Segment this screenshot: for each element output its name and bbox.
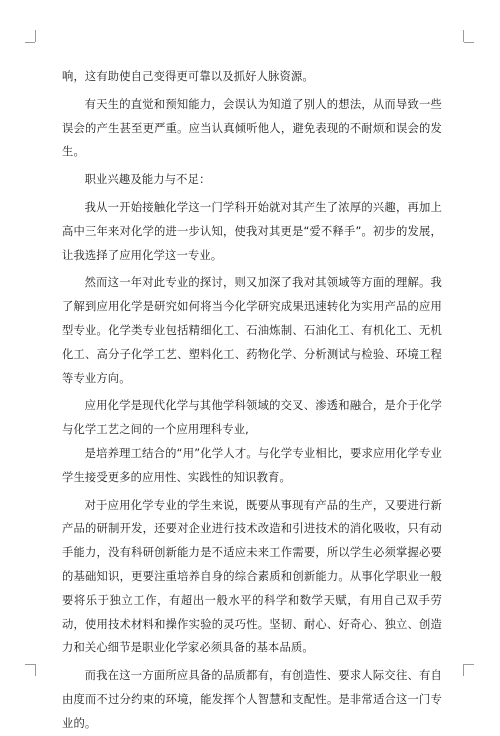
section-heading-interest: 职业兴趣及能力与不足： <box>84 173 211 187</box>
paragraph-student-requirements: 对于应用化学专业的学生来说，既要从事现有产品的生产，又要进行新产品的研制开发，还要对企业进行技术改造和引进技术的消化吸收，只有动手能力，没有科研创新能力是不适应未来工作需要，所以学生必须掌握必要的基础知识，更要注重培养自身的综合素质和创新能力。从事化学职业一般要将乐于独立工作，有超出一般水平的科学和数学天赋，有用自己双手劳动，使用技术材料和操作实验的灵巧性。坚韧、耐心、好奇心、独立、创造力和关心细节是职业化学家必须具备的基本品质。 <box>62 498 442 655</box>
document-body <box>62 65 442 736</box>
paragraph-major-understanding: 然而这一年对此专业的探讨，则又加深了我对其领域等方面的理解。我了解到应用化学是研究如何将当今化学研究成果迅速转化为实用产品的应用型专业。化学类专业包括精细化工、石油炼制、石油化工、有机化工、无机化工、高分子化学工艺、塑料化工、药物化学、分析测试与检验、环境工程等专业方向。 <box>62 276 442 385</box>
paragraph-talent-cultivation: 是培养理工结合的“用”化学人才。与化学专业相比，要求应用化学专业学生接受更多的应用性、实践性的知识教育。 <box>62 446 442 484</box>
paragraph-applied-chemistry-definition: 应用化学是现代化学与其他学科领域的交叉、渗透和融合，是介于化学与化学工艺之间的一个应用理科专业, <box>62 399 442 437</box>
paragraph-self-assessment: 而我在这一方面所应具备的品质都有，有创造性、要求人际交往、有自由度而不过分约束的环境，能发挥个人智慧和支配性。是非常适合这一门专业的。 <box>62 669 442 730</box>
paragraph-interest-origin: 我从一开始接触化学这一门学科开始就对其产生了浓厚的兴趣，再加上高中三年来对化学的进一步认知，使我对其更是“爱不释手”。初步的发展，让我选择了应用化学这一专业。 <box>62 200 442 262</box>
paragraph-continuation: 响，这有助使自己变得更可靠以及抓好人脉资源。 <box>62 70 314 83</box>
paragraph-intuition: 有天生的直觉和预知能力，会误认为知道了别人的想法，从而导致一些误会的产生甚至更严重。应当认真倾听他人，避免表现的不耐烦和误会的发生。 <box>62 97 442 159</box>
